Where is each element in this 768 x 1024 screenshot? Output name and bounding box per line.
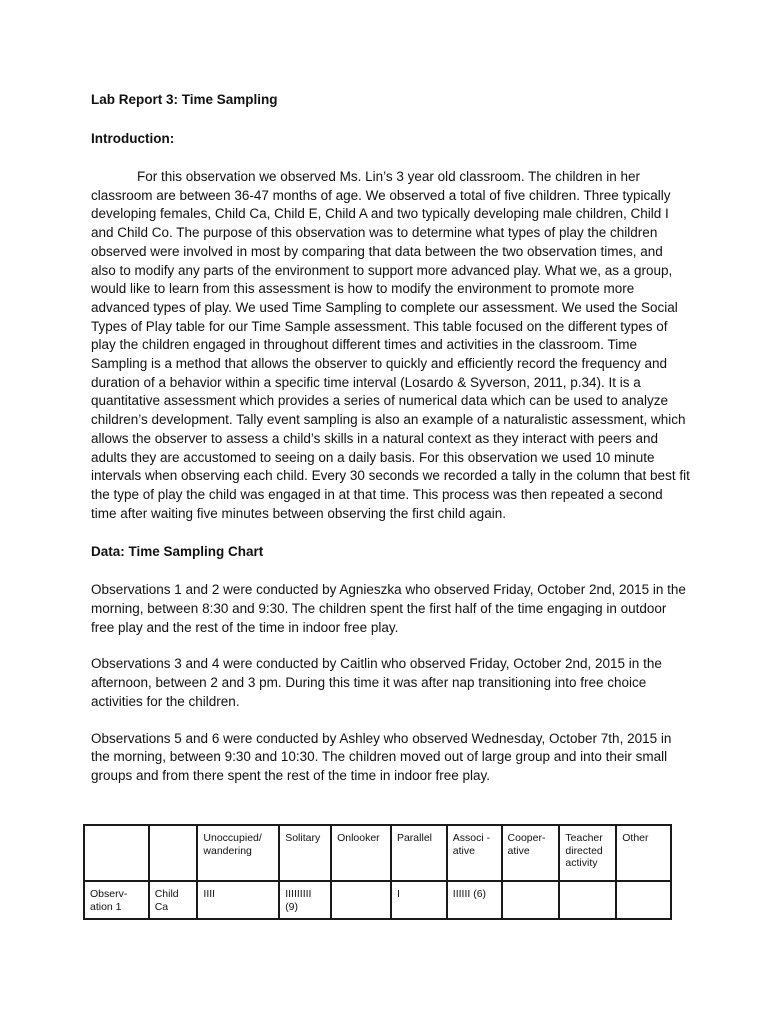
table-header-cell: Unoccupied/ wandering xyxy=(197,825,279,881)
table-header-cell: Solitary xyxy=(279,825,331,881)
introduction-heading: Introduction: xyxy=(91,131,175,146)
table-header-cell xyxy=(149,825,198,881)
table-header-cell: Parallel xyxy=(391,825,447,881)
table-header-cell xyxy=(84,825,149,881)
table-cell: IIIIIIIII (9) xyxy=(279,881,331,919)
table-cell: I xyxy=(391,881,447,919)
observation-paragraph-2: Observations 3 and 4 were conducted by Caitlin who observed Friday, October 2nd, 2015 in the afternoon, between 2 and 3 pm. During this time it was after nap transitioning into free choice activities for the children. xyxy=(91,656,662,709)
table-cell xyxy=(616,881,671,919)
table-cell: Child Ca xyxy=(149,881,198,919)
table-header-cell: Other xyxy=(616,825,671,881)
introduction-paragraph: For this observation we observed Ms. Lin’s 3 year old classroom. The children in her classroom are between 36-47 months of age. We observed a total of five children. Three typically developing females, Child Ca, Child E, Child A and two typically developing male children, Child I and Child Co. The purpose of this observation was to determine what types of play the children observed were involved in most by comparing that data between the two observation times, and also to modify any parts of the environment to support more advanced play. What we, as a group, would like to learn from this assessment is how to modify the environment to promote more advanced types of play. We used Time Sampling to complete our assessment. We used the Social Types of Play table for our Time Sample assessment. This table focused on the different types of play the children engaged in throughout different times and activities in the classroom. Time Sampling is a method that allows the observer to quickly and efficiently record the frequency and duration of a behavior within a specific time interval (Losardo & Syverson, 2011, p.34). It is a quantitative assessment which provides a series of numerical data which can be used to analyze children’s development. Tally event sampling is also an example of a naturalistic assessment, which allows the observer to assess a child’s skills in a natural context as they interact with peers and adults they are accustomed to seeing on a daily basis. For this observation we used 10 minute intervals when observing each child. Every 30 seconds we recorded a tally in the column that best fit the type of play the child was engaged in at that time. This process was then repeated a second time after waiting five minutes between observing the first child again. xyxy=(91,169,690,521)
data-heading: Data: Time Sampling Chart xyxy=(91,544,264,560)
table-cell xyxy=(331,881,391,919)
report-title: Lab Report 3: Time Sampling xyxy=(91,92,278,107)
table-cell: IIIIII (6) xyxy=(447,881,502,919)
table-header-cell: Cooper- ative xyxy=(502,825,560,881)
time-sampling-table xyxy=(83,824,672,920)
table-header-cell: Associ -ative xyxy=(447,825,502,881)
table-cell: IIII xyxy=(197,881,279,919)
table-cell: Observ- ation 1 xyxy=(84,881,149,919)
table-cell xyxy=(502,881,560,919)
observation-paragraph-1: Observations 1 and 2 were conducted by Agnieszka who observed Friday, October 2nd, 2015 in the morning, between 8:30 and 9:30. The children spent the first half of the time engaging in outdoor free play and the rest of the time in indoor free play. xyxy=(91,582,686,635)
document-body xyxy=(91,90,691,804)
table-header-cell: Onlooker xyxy=(331,825,391,881)
table-header-cell: Teacher directed activity xyxy=(559,825,616,881)
table-cell xyxy=(559,881,616,919)
observation-paragraph-3: Observations 5 and 6 were conducted by Ashley who observed Wednesday, October 7th, 2015 in the morning, between 9:30 and 10:30. The children moved out of large group and into their small groups and from there spent the rest of the time in indoor free play. xyxy=(91,730,672,783)
table-row xyxy=(84,881,671,919)
table-header-row xyxy=(84,825,671,881)
